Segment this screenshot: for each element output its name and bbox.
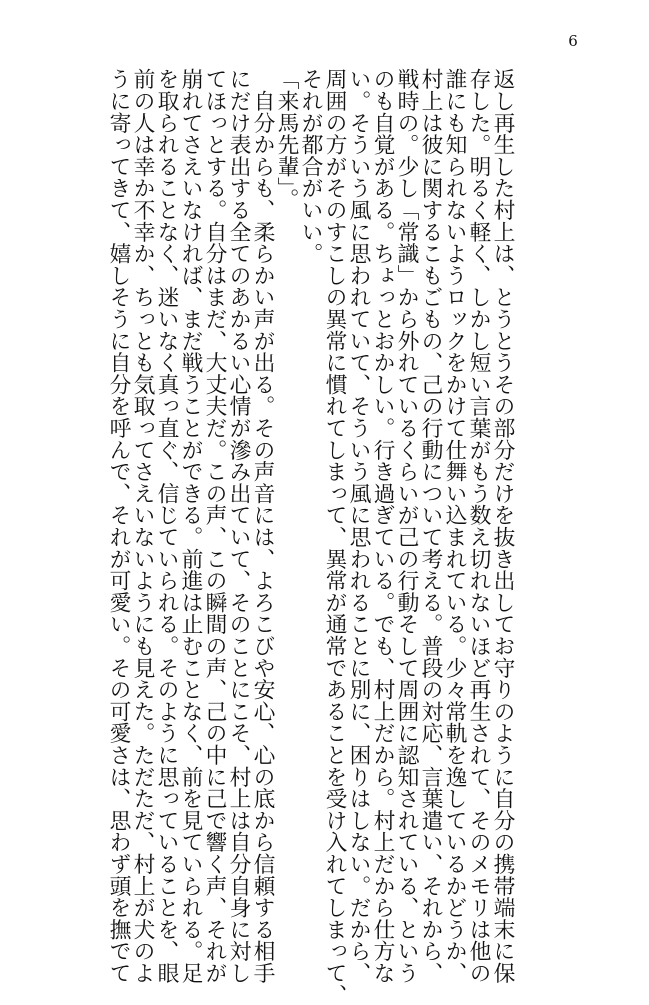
text-line: にだけ表出する全てのあかるい心情が滲み出ていて、そのことにこそ、村上は自分自身に対し bbox=[226, 68, 251, 984]
text-line: い。そういう風に思われていて、そういう風に思われることに別に、困りはしない。だから、 bbox=[346, 68, 371, 984]
text-line: 周囲の方がそのすこしの異常に慣れてしまって、異常が通常であることを受け入れてしまって、 bbox=[322, 68, 347, 1005]
text-line: 誰にも知られないようロックをかけて仕舞い込まれている。少々常軌を逸しているかどうか、 bbox=[442, 68, 467, 984]
text-line: 前の人は幸か不幸か、ちっとも気取ってさえいないようにも見えた。ただただ、村上が犬のよ bbox=[130, 68, 155, 984]
text-line: 崩れてさえいなければ、まだ戦うことができる。前進は止むことなく、前を見ていられる。足 bbox=[178, 68, 203, 984]
text-line: 戦時の。少し「常識」から外れているくらいが己の行動そして周囲に認知されている、という bbox=[394, 68, 419, 984]
text-line: 自分からも、柔らかい声が出る。その声音には、よろこびや安心、心の底から信頼する相手 bbox=[250, 68, 275, 984]
text-line: それが都合がいい。 bbox=[298, 68, 323, 265]
vertical-text-body bbox=[106, 68, 516, 1005]
text-line: 「来馬先輩」。 bbox=[274, 68, 299, 210]
text-line: うに寄ってきて、嬉しそうに自分を呼んで、それが可愛い。その可愛さは、思わず頭を撫でて bbox=[106, 68, 131, 984]
text-line: 返し再生した村上は、とうとうその部分だけを抜き出してお守りのように自分の携帯端末に保 bbox=[490, 68, 515, 984]
page-number: 6 bbox=[568, 32, 578, 50]
text-line: のも自覚がある。ちょっとおかしい。行き過ぎている。でも、村上だから。村上だから仕方な bbox=[370, 68, 395, 984]
text-line: 村上は彼に関するこもごもの、己の行動について考える。普段の対応、言葉遣い、それから、 bbox=[418, 68, 443, 984]
text-line: てほっとする。自分はまだ、大丈夫だ。この声、この瞬間の声、己の中に己で響く声、それが bbox=[202, 68, 227, 984]
text-line: 存した。明るく軽く、しかし短い言葉がもう数え切れないほど再生されて、そのメモリは他の bbox=[466, 68, 491, 984]
text-line: を取られることなく、迷いなく真っ直ぐ、信じていられる。そのように思っていることを、眼 bbox=[154, 68, 179, 984]
